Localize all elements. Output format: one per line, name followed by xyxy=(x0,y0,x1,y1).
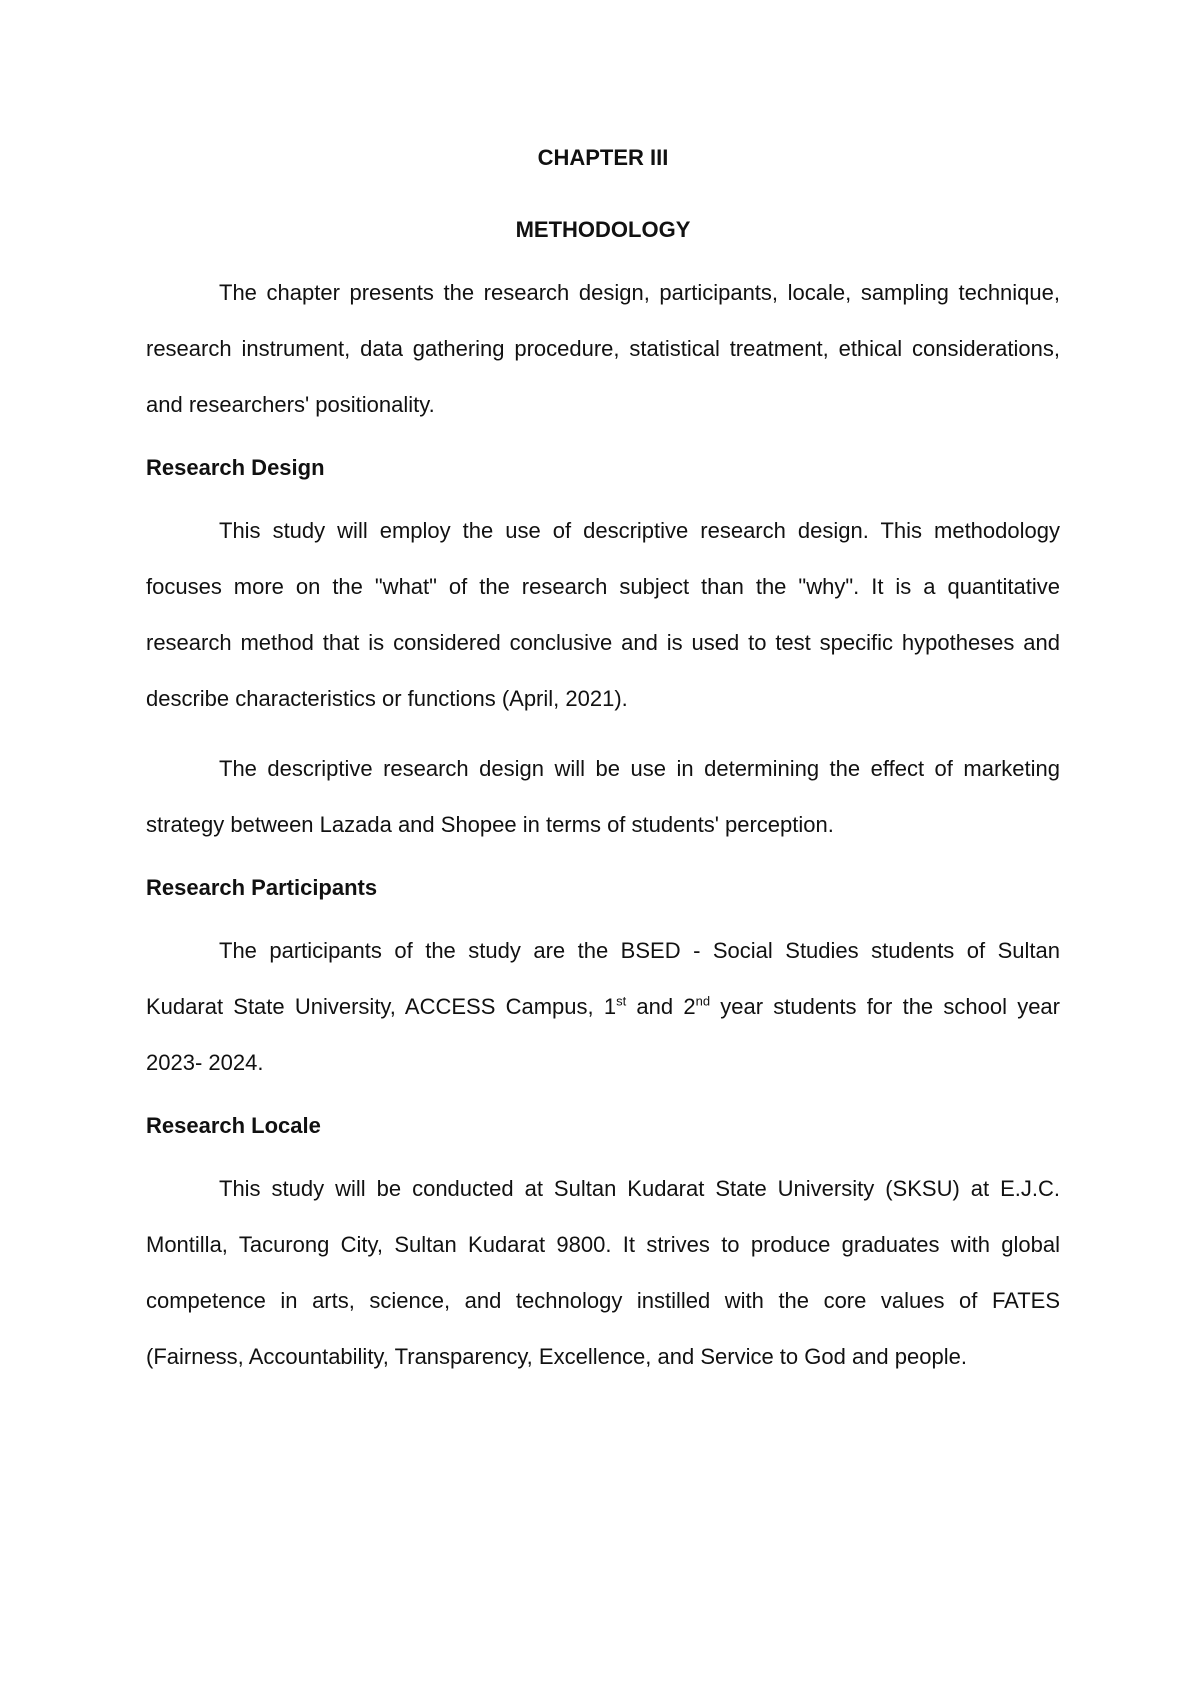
participants-text-a: The participants of the study are the BSED - Social Studies students of Sultan Kudarat State University, ACCESS Campus, 1 xyxy=(146,938,1060,1019)
participants-text-c: year students for the school year 2023- 2024. xyxy=(146,994,1060,1075)
superscript-st: st xyxy=(616,993,627,1009)
research-locale-heading: Research Locale xyxy=(146,1113,321,1138)
participants-text-b: and 2 xyxy=(626,994,696,1019)
research-design-paragraph-1: This study will employ the use of descriptive research design. This methodology focuses more on the "what" of the research subject than the "why". It is a quantitative research method that is considered conclusive and is used to test specific hypotheses and describe characteristics or functions (April, 2021). xyxy=(146,518,1060,711)
chapter-title: METHODOLOGY xyxy=(515,217,691,242)
research-participants-heading: Research Participants xyxy=(146,875,378,900)
chapter-number: CHAPTER III xyxy=(537,145,669,170)
research-participants-paragraph xyxy=(146,923,1060,1091)
superscript-nd: nd xyxy=(695,993,711,1009)
intro-paragraph: The chapter presents the research design, participants, locale, sampling technique, research instrument, data gathering procedure, statistical treatment, ethical considerations, and researchers' positionality. xyxy=(146,280,1060,417)
document-body xyxy=(146,137,1060,1385)
research-locale-paragraph: This study will be conducted at Sultan Kudarat State University (SKSU) at E.J.C. Montilla, Tacurong City, Sultan Kudarat 9800. It strives to produce graduates with global competence in arts, science, and technology instilled with the core values of FATES (Fairness, Accountability, Transparency, Excellence, and Service to God and people. xyxy=(146,1176,1060,1369)
research-design-paragraph-2: The descriptive research design will be use in determining the effect of marketing strategy between Lazada and Shopee in terms of students' perception. xyxy=(146,756,1060,837)
research-design-heading: Research Design xyxy=(146,455,325,480)
